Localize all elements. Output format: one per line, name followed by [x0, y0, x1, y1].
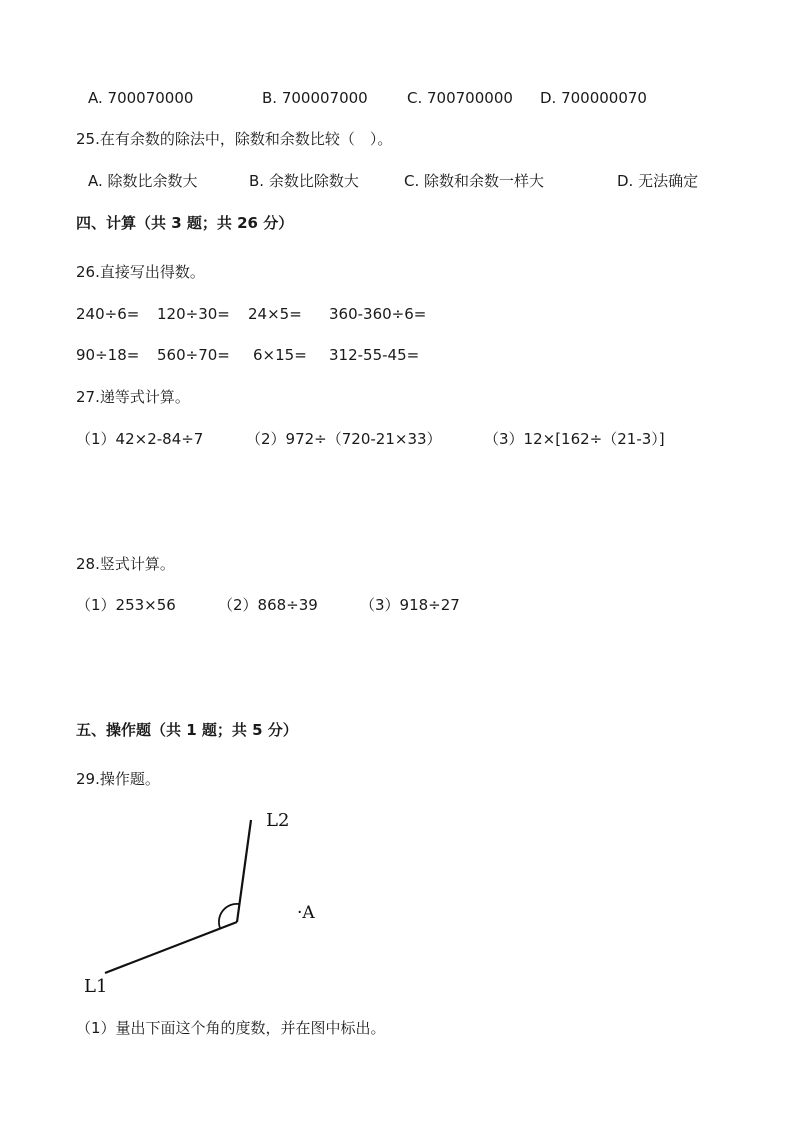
q26-r2-c2: 560÷70=: [157, 346, 230, 364]
q28-stem: 28.竖式计算。: [76, 555, 175, 573]
q25-option-d: D. 无法确定: [617, 172, 699, 190]
point-a-label: ·A: [297, 903, 315, 923]
q25-option-b: B. 余数比除数大: [249, 172, 359, 190]
q26-r1-c1: 240÷6=: [76, 305, 140, 323]
q26-stem: 26.直接写出得数。: [76, 263, 205, 281]
label-l1: L1: [84, 976, 108, 997]
q28-item-3: （3）918÷27: [360, 596, 460, 614]
q26-r2-c3: 6×15=: [253, 346, 307, 364]
section-heading: 五、操作题（共 1 题；共 5 分）: [76, 721, 298, 739]
q26-r1-c4: 360-360÷6=: [329, 305, 427, 323]
q25-stem: 25.在有余数的除法中，除数和余数比较（ ）。: [76, 130, 393, 148]
angle-figure: [80, 800, 380, 1000]
q29-sub1: （1）量出下面这个角的度数，并在图中标出。: [76, 1019, 386, 1037]
q27-stem: 27.递等式计算。: [76, 388, 190, 406]
q26-r2-c1: 90÷18=: [76, 346, 140, 364]
q27-item-2: （2）972÷（720-21×33）: [246, 430, 442, 448]
q26-r1-c3: 24×5=: [248, 305, 302, 323]
q26-r2-c4: 312-55-45=: [329, 346, 420, 364]
q27-item-3: （3）12×[162÷（21-3）]: [484, 430, 665, 448]
q24-option-d: D. 700000070: [540, 89, 647, 107]
q25-option-c: C. 除数和余数一样大: [404, 172, 545, 190]
q28-item-2: （2）868÷39: [218, 596, 318, 614]
q24-option-c: C. 700700000: [407, 89, 513, 107]
line-l1: [105, 922, 237, 973]
q26-r1-c2: 120÷30=: [157, 305, 230, 323]
q25-option-a: A. 除数比余数大: [88, 172, 198, 190]
line-l2: [237, 820, 251, 922]
q27-item-1: （1）42×2-84÷7: [76, 430, 204, 448]
label-l2: L2: [266, 810, 290, 831]
q28-item-1: （1）253×56: [76, 596, 176, 614]
q24-option-a: A. 700070000: [88, 89, 194, 107]
q24-option-b: B. 700007000: [262, 89, 368, 107]
q29-stem: 29.操作题。: [76, 770, 160, 788]
section-heading: 四、计算（共 3 题；共 26 分）: [76, 214, 294, 232]
